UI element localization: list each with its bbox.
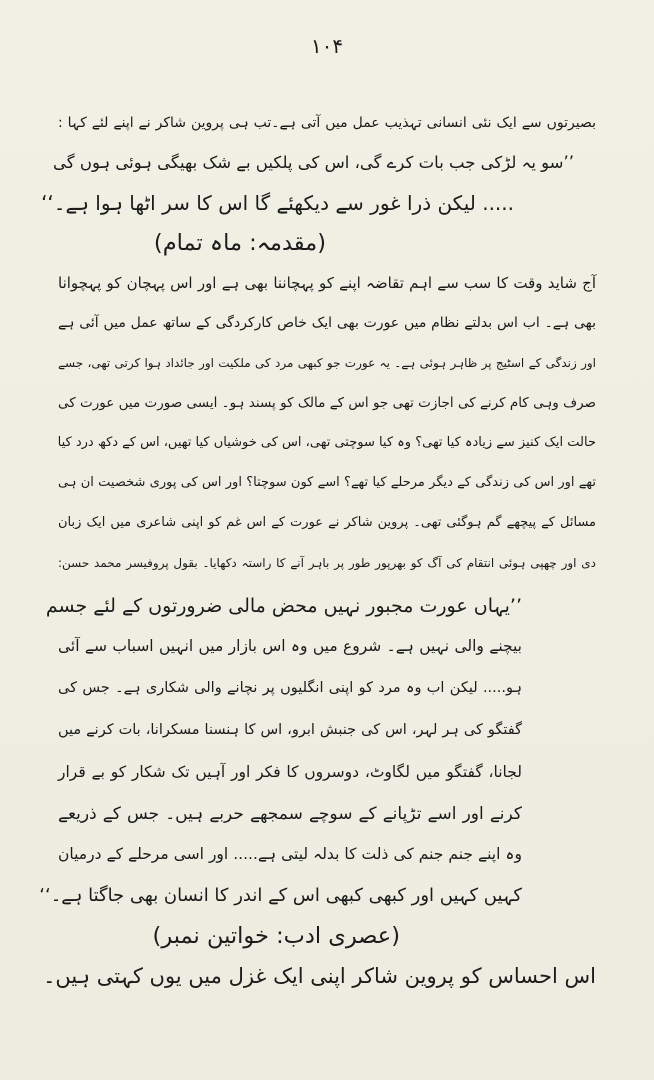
block-quote-line: ہو..... لیکن اب وہ مرد کو اپنی انگلیوں پر نچانے والی شکاری ہے۔ جس کی [58,680,522,696]
paragraph-line: دی اور چھپی ہوئی انتقام کی آگ کو بھرپور طور پر باہر آنے کا راستہ دکھایا۔ بقول پروفیسر محمد حسن: [58,556,596,570]
block-quote-line: بیچنے والی نہیں ہے۔ شروع میں وہ اس بازار میں انہیں اسباب سے آئی [58,637,522,655]
paragraph-line: اس احساس کو پروین شاکر اپنی ایک غزل میں یوں کہتی ہیں۔ [43,964,596,988]
paragraph-line: حالت ایک کنیز سے زیادہ کیا تھی؟ وہ کیا سوچتی تھی، اس کی خوشیاں کیا تھیں، اس کے دکھ درد کیا [57,435,596,450]
paragraph-line: مسائل کے پیچھے گم ہوگئی تھی۔ پروین شاکر نے عورت کے اس غم کو اپنی شاعری میں ایک زبان [58,515,596,530]
block-quote-line: کہیں کہیں اور کبھی کبھی اس کے اندر کا انسان بھی جاگتا ہے۔‘‘ [39,885,522,906]
paragraph-line: بھی ہے۔ اب اس بدلتے نظام میں عورت بھی ایک خاص کارکردگی کے ساتھ عمل میں آئی ہے [58,315,596,331]
paragraph-line: تھے اور اس کی زندگی کے دیگر مرحلے کیا تھے؟ اسے کون سوچتا؟ اور اس کی پوری شخصیت ان ہی [58,475,596,490]
paragraph-line: صرف وہی کام کرنے کی اجازت تھی جو اس کے مالک کو پسند ہو۔ ایسی صورت میں عورت کی [58,395,596,411]
block-quote-line: لجانا، گفتگو میں لگاوٹ، دوسروں کا فکر اور آہیں تک شکار کو بے قرار [58,763,522,781]
quote-line: ..... لیکن ذرا غور سے دیکھئے گا اس کا سر اٹھا ہوا ہے۔‘‘ [41,191,514,215]
page-number: ۱۰۴ [310,34,344,58]
citation: (عصری ادب: خواتین نمبر) [152,923,400,949]
citation: (مقدمہ: ماہ تمام) [153,230,326,256]
paragraph-line: اور زندگی کے اسٹیج پر ظاہر ہوئی ہے۔ یہ عورت جو کبھی مرد کی ملکیت اور جائداد ہوا کرتی تھی، جسے [58,356,596,370]
quote-line: ’’سو یہ لڑکی جب بات کرے گی، اس کی پلکیں بے شک بھیگی ہوئی ہوں گی [52,153,574,172]
block-quote-line: گفتگو کی ہر لہر، اس کی جنبش ابرو، اس کا ہنسنا مسکرانا، بات کرنے میں [58,722,522,738]
block-quote-line: ’’یہاں عورت مجبور نہیں محض مالی ضرورتوں کے لئے جسم [45,595,522,617]
block-quote-line: وہ اپنے جنم جنم کی ذلت کا بدلہ لیتی ہے..... اور اسی مرحلے کے درمیان [58,845,522,863]
paragraph-line: آج شاید وقت کا سب سے اہم تقاضہ اپنے کو پہچاننا بھی ہے اور اس پہچان کو پہچوانا [58,274,596,292]
paragraph-line: بصیرتوں سے ایک نئی انسانی تہذیب عمل میں آتی ہے۔تب ہی پروین شاکر نے اپنے لئے کہا : [58,115,596,131]
block-quote-line: کرنے اور اسے تڑپانے کے سوچے سمجھے حربے ہیں۔ جس کے ذریعے [58,804,522,824]
